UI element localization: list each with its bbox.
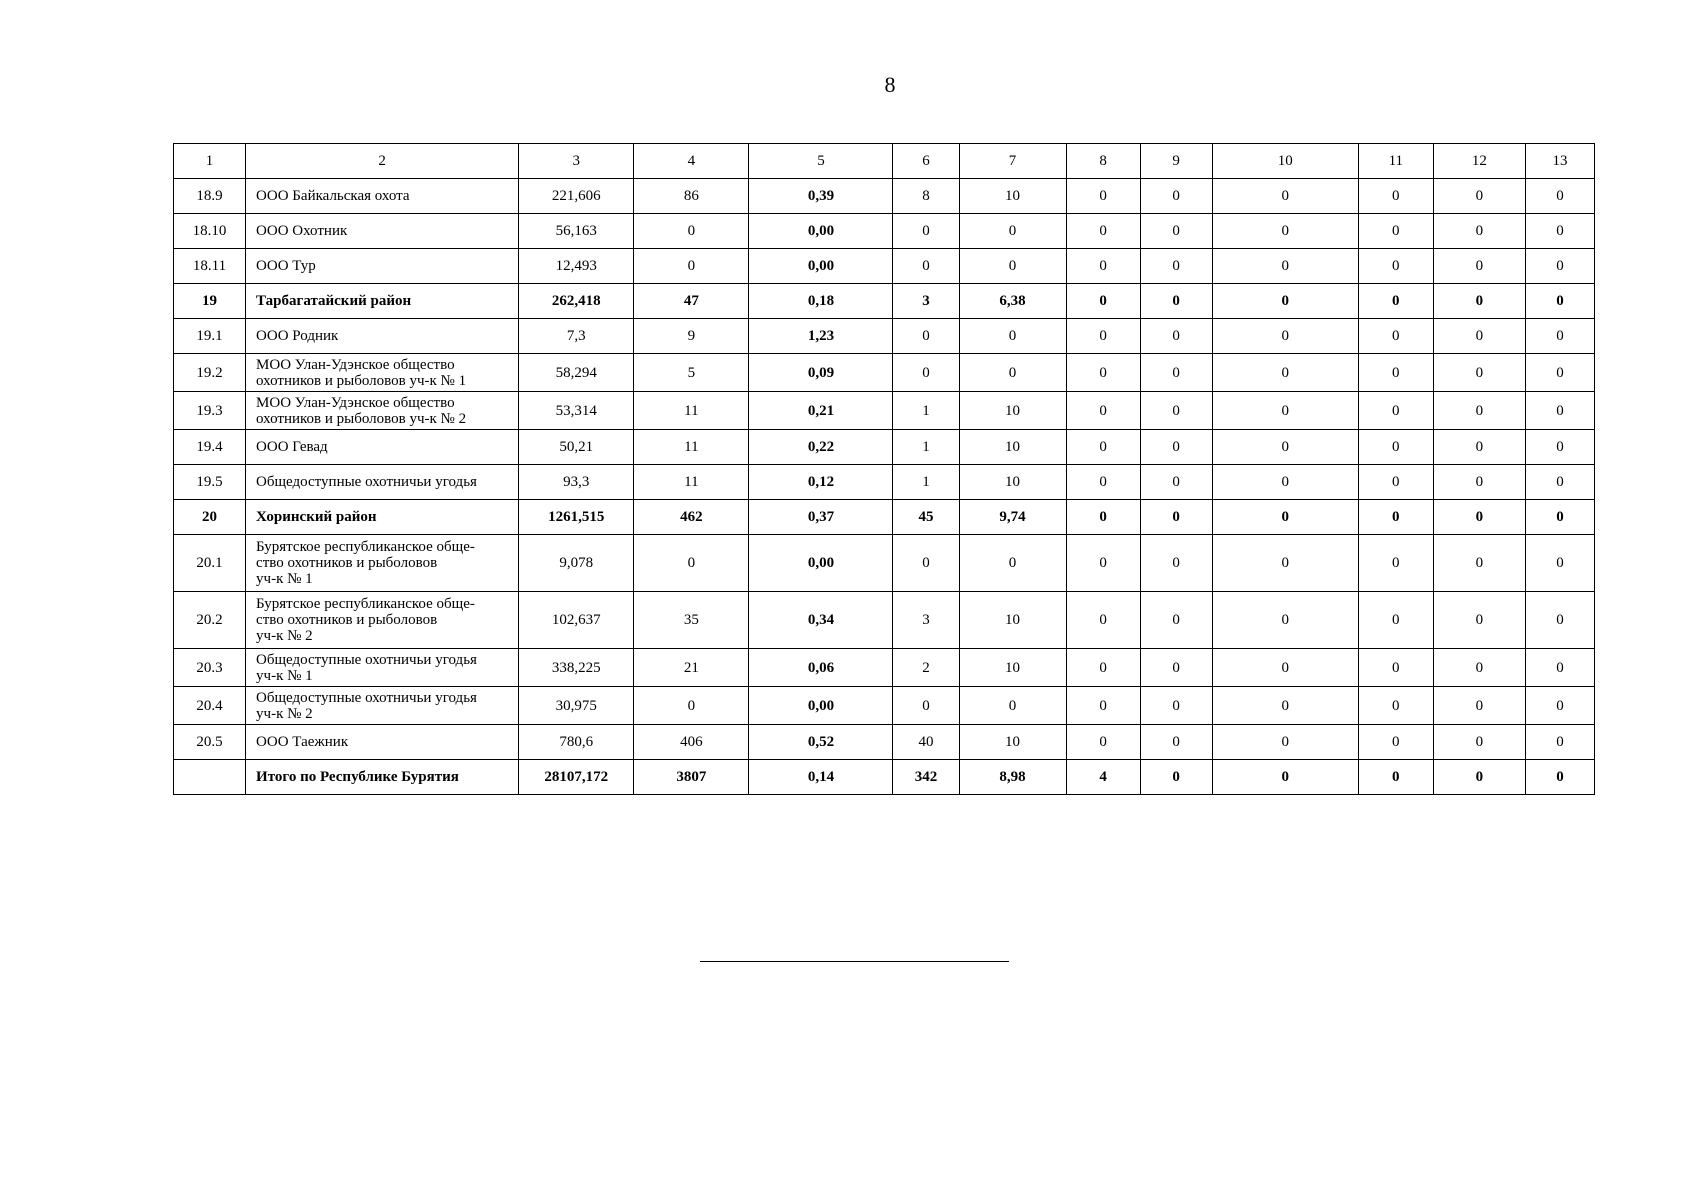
cell-value: 3 (893, 592, 959, 649)
cell-value: 0 (1358, 592, 1433, 649)
table-body (174, 179, 1595, 795)
cell-value: 0 (1433, 760, 1525, 795)
cell-value: 0 (1525, 725, 1594, 760)
cell-value: 0 (1066, 430, 1140, 465)
cell-value: 0 (1525, 392, 1594, 430)
cell-value: 10 (959, 465, 1066, 500)
cell-value: 12,493 (519, 249, 634, 284)
cell-value: 0 (1525, 465, 1594, 500)
cell-value: 0 (1066, 249, 1140, 284)
cell-value: 0 (893, 319, 959, 354)
cell-value: 1 (893, 392, 959, 430)
cell-name: Общедоступные охотничьи угодья уч-к № 1 (246, 649, 519, 687)
cell-name: Хоринский район (246, 500, 519, 535)
cell-value: 338,225 (519, 649, 634, 687)
cell-value: 0,00 (749, 687, 893, 725)
cell-value: 0 (1433, 392, 1525, 430)
cell-value: 0,00 (749, 214, 893, 249)
cell-value: 0 (1358, 687, 1433, 725)
cell-value: 0 (1358, 354, 1433, 392)
cell-value: 0 (634, 535, 749, 592)
table-header-row (174, 144, 1595, 179)
table-row (174, 535, 1595, 592)
cell-value: 47 (634, 284, 749, 319)
cell-value: 0 (1433, 284, 1525, 319)
cell-value: 0 (1358, 249, 1433, 284)
cell-value: 0 (1433, 179, 1525, 214)
cell-value: 102,637 (519, 592, 634, 649)
cell-number: 19.5 (174, 465, 246, 500)
cell-value: 0 (1525, 319, 1594, 354)
cell-value: 0 (1066, 500, 1140, 535)
cell-value: 0 (1212, 725, 1358, 760)
cell-value: 0 (1525, 284, 1594, 319)
cell-value: 93,3 (519, 465, 634, 500)
cell-value: 0 (1358, 392, 1433, 430)
cell-number: 19 (174, 284, 246, 319)
cell-value: 0 (1140, 725, 1212, 760)
cell-name: Итого по Республике Бурятия (246, 760, 519, 795)
cell-value: 10 (959, 179, 1066, 214)
cell-number: 19.2 (174, 354, 246, 392)
cell-value: 0 (1140, 760, 1212, 795)
cell-value: 0 (1066, 319, 1140, 354)
cell-value: 5 (634, 354, 749, 392)
cell-value: 0 (634, 214, 749, 249)
cell-value: 0,06 (749, 649, 893, 687)
cell-value: 0 (1212, 592, 1358, 649)
cell-value: 10 (959, 592, 1066, 649)
cell-value: 0 (1358, 179, 1433, 214)
cell-value: 0 (893, 687, 959, 725)
cell-value: 40 (893, 725, 959, 760)
cell-value: 9,078 (519, 535, 634, 592)
cell-value: 1,23 (749, 319, 893, 354)
cell-value: 0 (959, 214, 1066, 249)
table-row-total (174, 284, 1595, 319)
table-row (174, 319, 1595, 354)
cell-value: 0,00 (749, 249, 893, 284)
cell-value: 0 (959, 319, 1066, 354)
cell-name: Общедоступные охотничьи угодья уч-к № 2 (246, 687, 519, 725)
cell-value: 0 (1525, 430, 1594, 465)
cell-value: 0 (1433, 214, 1525, 249)
cell-value: 9,74 (959, 500, 1066, 535)
cell-number: 20.2 (174, 592, 246, 649)
cell-value: 0 (1066, 465, 1140, 500)
header-cell: 5 (749, 144, 893, 179)
cell-value: 0 (893, 535, 959, 592)
cell-value: 0 (1066, 592, 1140, 649)
header-cell: 8 (1066, 144, 1140, 179)
cell-value: 2 (893, 649, 959, 687)
cell-value: 0 (1433, 500, 1525, 535)
table-row (174, 392, 1595, 430)
cell-value: 780,6 (519, 725, 634, 760)
cell-name: ООО Тур (246, 249, 519, 284)
header-cell: 4 (634, 144, 749, 179)
cell-value: 0 (1358, 535, 1433, 592)
cell-value: 10 (959, 725, 1066, 760)
cell-number: 20.5 (174, 725, 246, 760)
header-cell: 9 (1140, 144, 1212, 179)
cell-value: 1261,515 (519, 500, 634, 535)
cell-value: 56,163 (519, 214, 634, 249)
cell-value: 0 (1066, 725, 1140, 760)
cell-name: ООО Гевад (246, 430, 519, 465)
cell-value: 8,98 (959, 760, 1066, 795)
cell-value: 0 (1525, 249, 1594, 284)
cell-number: 20.4 (174, 687, 246, 725)
cell-value: 0 (1066, 687, 1140, 725)
cell-value: 1 (893, 430, 959, 465)
cell-number: 19.4 (174, 430, 246, 465)
header-cell: 6 (893, 144, 959, 179)
header-cell: 11 (1358, 144, 1433, 179)
cell-value: 0 (1212, 687, 1358, 725)
table-row (174, 354, 1595, 392)
table-row (174, 430, 1595, 465)
cell-value: 0 (1212, 214, 1358, 249)
cell-value: 1 (893, 465, 959, 500)
cell-value: 0 (1433, 725, 1525, 760)
cell-value: 0 (1066, 649, 1140, 687)
cell-value: 0 (893, 214, 959, 249)
cell-value: 0 (959, 249, 1066, 284)
cell-value: 0 (893, 354, 959, 392)
table-row-total (174, 500, 1595, 535)
cell-value: 0 (1212, 284, 1358, 319)
cell-value: 7,3 (519, 319, 634, 354)
cell-value: 342 (893, 760, 959, 795)
cell-value: 0 (1433, 649, 1525, 687)
cell-value: 53,314 (519, 392, 634, 430)
cell-value: 0 (1140, 535, 1212, 592)
cell-value: 0 (1212, 500, 1358, 535)
cell-value: 0 (1525, 354, 1594, 392)
cell-value: 0 (1358, 284, 1433, 319)
cell-value: 0 (1212, 179, 1358, 214)
cell-value: 0 (1358, 500, 1433, 535)
cell-value: 0 (959, 687, 1066, 725)
cell-value: 86 (634, 179, 749, 214)
page-number: 8 (884, 72, 896, 97)
cell-value: 0 (959, 535, 1066, 592)
cell-name: Бурятское республиканское обще- ство охотников и рыболовов уч-к № 1 (246, 535, 519, 592)
cell-value: 0 (1212, 649, 1358, 687)
cell-value: 0 (1212, 319, 1358, 354)
header-cell: 12 (1433, 144, 1525, 179)
header-cell: 7 (959, 144, 1066, 179)
cell-name: ООО Родник (246, 319, 519, 354)
cell-value: 0,37 (749, 500, 893, 535)
cell-value: 0 (1358, 649, 1433, 687)
footer-separator-line (700, 961, 1009, 962)
header-cell: 2 (246, 144, 519, 179)
cell-number (174, 760, 246, 795)
cell-value: 0,52 (749, 725, 893, 760)
cell-value: 0 (1212, 535, 1358, 592)
table-row (174, 249, 1595, 284)
cell-name: ООО Таежник (246, 725, 519, 760)
cell-value: 30,975 (519, 687, 634, 725)
cell-value: 50,21 (519, 430, 634, 465)
cell-value: 0 (893, 249, 959, 284)
cell-value: 0 (1066, 535, 1140, 592)
cell-value: 0 (1525, 535, 1594, 592)
cell-value: 0 (1358, 430, 1433, 465)
cell-value: 0 (1140, 354, 1212, 392)
table-row (174, 214, 1595, 249)
cell-value: 0 (1358, 214, 1433, 249)
cell-value: 0 (1358, 465, 1433, 500)
cell-value: 0 (1140, 649, 1212, 687)
cell-value: 35 (634, 592, 749, 649)
cell-value: 0 (1140, 687, 1212, 725)
table-row (174, 179, 1595, 214)
cell-number: 18.9 (174, 179, 246, 214)
cell-number: 19.1 (174, 319, 246, 354)
cell-value: 221,606 (519, 179, 634, 214)
table-row (174, 465, 1595, 500)
cell-name: МОО Улан-Удэнское общество охотников и рыболовов уч-к № 1 (246, 354, 519, 392)
cell-value: 11 (634, 430, 749, 465)
cell-value: 0 (1140, 392, 1212, 430)
header-cell: 1 (174, 144, 246, 179)
cell-number: 20 (174, 500, 246, 535)
cell-value: 21 (634, 649, 749, 687)
cell-value: 0,22 (749, 430, 893, 465)
cell-value: 9 (634, 319, 749, 354)
cell-value: 58,294 (519, 354, 634, 392)
table-row (174, 649, 1595, 687)
cell-name: ООО Байкальская охота (246, 179, 519, 214)
cell-value: 0,14 (749, 760, 893, 795)
cell-value: 0 (1212, 392, 1358, 430)
table-row (174, 725, 1595, 760)
cell-value: 0 (1066, 214, 1140, 249)
cell-value: 262,418 (519, 284, 634, 319)
cell-value: 0 (1433, 319, 1525, 354)
cell-number: 20.1 (174, 535, 246, 592)
table-row-total (174, 760, 1595, 795)
cell-value: 10 (959, 649, 1066, 687)
cell-value: 0 (1525, 687, 1594, 725)
cell-value: 0 (1358, 760, 1433, 795)
cell-value: 0 (1140, 319, 1212, 354)
cell-value: 0 (1066, 354, 1140, 392)
header-cell: 10 (1212, 144, 1358, 179)
cell-value: 0 (1140, 465, 1212, 500)
cell-value: 0 (1525, 592, 1594, 649)
cell-value: 45 (893, 500, 959, 535)
cell-value: 0 (959, 354, 1066, 392)
cell-value: 4 (1066, 760, 1140, 795)
cell-value: 0 (1066, 284, 1140, 319)
cell-value: 0 (1140, 592, 1212, 649)
cell-value: 0 (1433, 592, 1525, 649)
cell-value: 462 (634, 500, 749, 535)
cell-value: 0,34 (749, 592, 893, 649)
cell-name: МОО Улан-Удэнское общество охотников и рыболовов уч-к № 2 (246, 392, 519, 430)
cell-value: 0 (1433, 687, 1525, 725)
hunting-stats-table (173, 143, 1595, 795)
cell-value: 10 (959, 430, 1066, 465)
cell-value: 3 (893, 284, 959, 319)
cell-number: 18.11 (174, 249, 246, 284)
header-cell: 13 (1525, 144, 1594, 179)
cell-value: 0 (1140, 179, 1212, 214)
cell-value: 0 (1140, 500, 1212, 535)
cell-value: 0 (1140, 249, 1212, 284)
cell-name: Тарбагатайский район (246, 284, 519, 319)
cell-value: 0,39 (749, 179, 893, 214)
table-row (174, 592, 1595, 649)
cell-value: 8 (893, 179, 959, 214)
cell-value: 406 (634, 725, 749, 760)
cell-value: 0 (634, 249, 749, 284)
cell-name: Общедоступные охотничьи угодья (246, 465, 519, 500)
cell-value: 0 (1433, 354, 1525, 392)
cell-number: 20.3 (174, 649, 246, 687)
cell-name: ООО Охотник (246, 214, 519, 249)
cell-value: 0,18 (749, 284, 893, 319)
cell-value: 11 (634, 392, 749, 430)
cell-value: 0 (1212, 465, 1358, 500)
cell-value: 0 (1140, 214, 1212, 249)
cell-value: 0 (1212, 354, 1358, 392)
cell-value: 0 (1433, 249, 1525, 284)
header-cell: 3 (519, 144, 634, 179)
cell-number: 19.3 (174, 392, 246, 430)
cell-value: 0 (1066, 392, 1140, 430)
cell-value: 0,09 (749, 354, 893, 392)
cell-value: 0 (1525, 500, 1594, 535)
table-row (174, 687, 1595, 725)
cell-value: 0 (1358, 725, 1433, 760)
cell-value: 0 (1358, 319, 1433, 354)
cell-value: 0,00 (749, 535, 893, 592)
cell-name: Бурятское республиканское обще- ство охотников и рыболовов уч-к № 2 (246, 592, 519, 649)
cell-value: 11 (634, 465, 749, 500)
cell-value: 0 (1212, 760, 1358, 795)
cell-value: 0 (634, 687, 749, 725)
cell-value: 0,21 (749, 392, 893, 430)
cell-value: 0 (1433, 465, 1525, 500)
cell-value: 0 (1525, 760, 1594, 795)
cell-value: 0 (1433, 535, 1525, 592)
cell-value: 0 (1140, 284, 1212, 319)
cell-value: 0 (1433, 430, 1525, 465)
cell-value: 3807 (634, 760, 749, 795)
cell-value: 10 (959, 392, 1066, 430)
cell-value: 6,38 (959, 284, 1066, 319)
cell-value: 0 (1525, 214, 1594, 249)
cell-value: 0 (1140, 430, 1212, 465)
cell-value: 0 (1066, 179, 1140, 214)
cell-value: 0,12 (749, 465, 893, 500)
cell-value: 0 (1212, 249, 1358, 284)
cell-value: 28107,172 (519, 760, 634, 795)
cell-number: 18.10 (174, 214, 246, 249)
cell-value: 0 (1212, 430, 1358, 465)
cell-value: 0 (1525, 179, 1594, 214)
cell-value: 0 (1525, 649, 1594, 687)
